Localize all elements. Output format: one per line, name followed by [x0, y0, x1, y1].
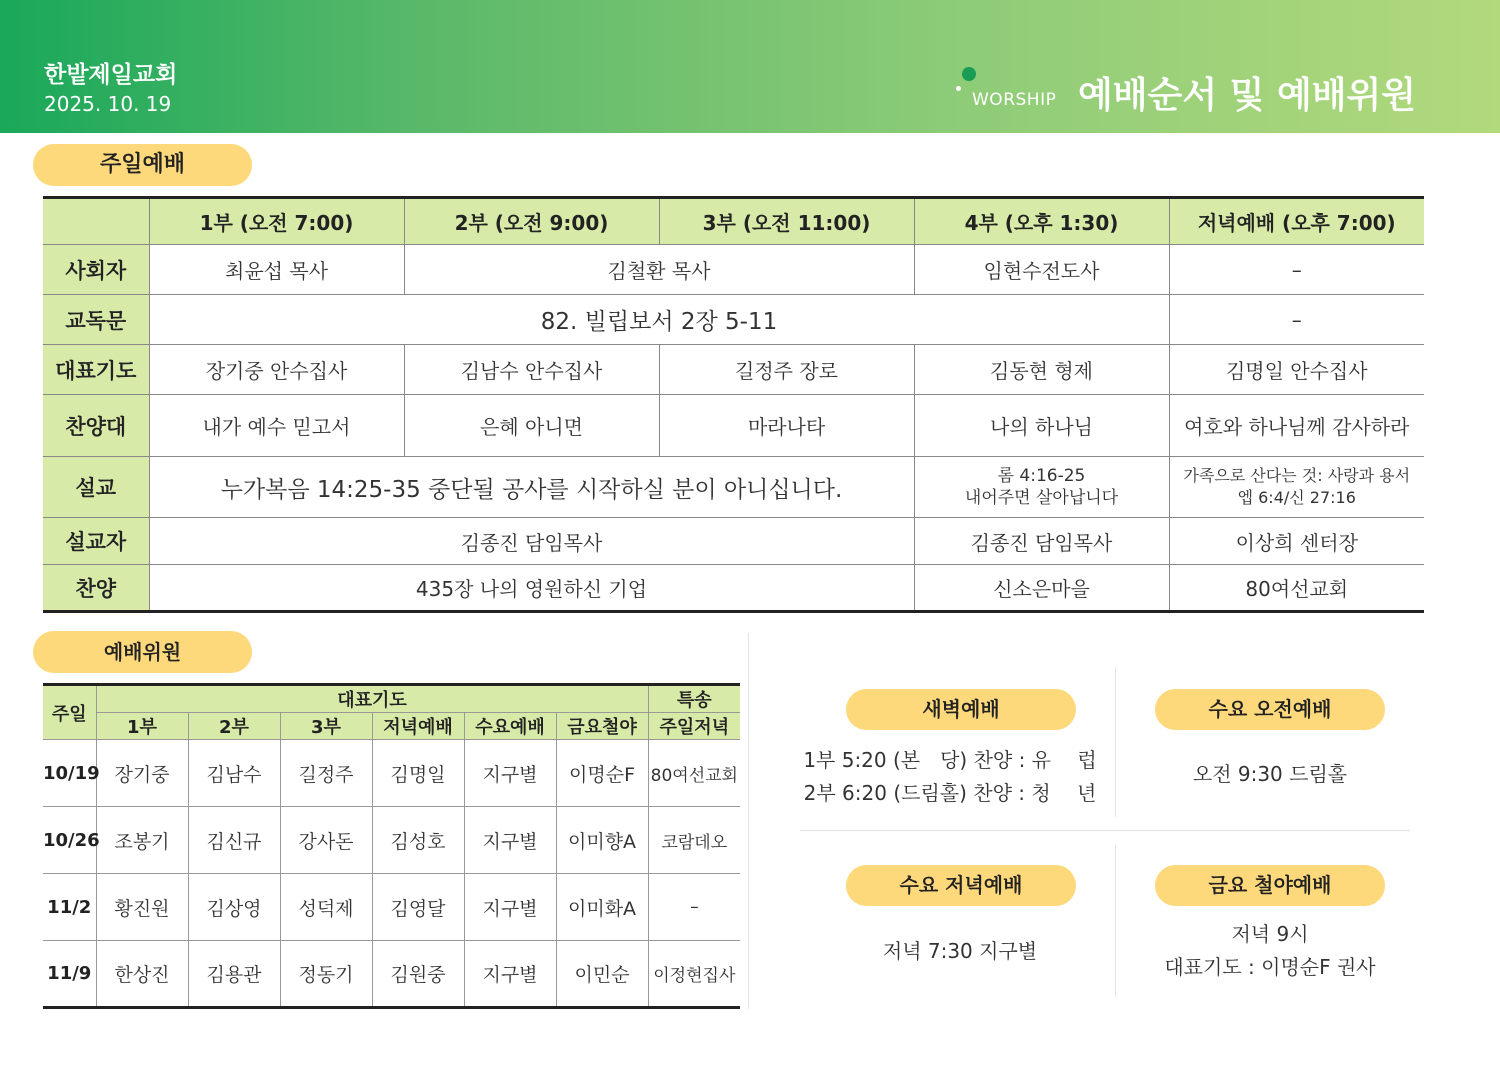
table-cell: 내가 예수 믿고서	[149, 395, 404, 457]
wed-evening-service-info: 저녁 7:30 지구별	[882, 939, 1038, 963]
sermon-passage: 롬 4:16-25	[997, 466, 1086, 486]
table-cell: 김성호	[372, 807, 464, 874]
table-header-row	[43, 198, 1424, 245]
column-header: 저녁예배	[372, 713, 464, 740]
table-cell: –	[1169, 295, 1424, 345]
table-cell: 한상진	[96, 941, 188, 1008]
table-row	[43, 245, 1424, 295]
staff-header-row	[43, 685, 740, 713]
prayer-group-header: 대표기도	[96, 685, 648, 713]
sermon-cell-evening	[1169, 457, 1424, 518]
table-cell: 김신규	[188, 807, 280, 874]
row-label: 교독문	[43, 295, 149, 345]
wed-evening-service-label: 수요 저녁예배	[846, 865, 1076, 906]
table-row	[43, 874, 740, 941]
church-name: 한밭제일교회	[44, 62, 178, 88]
sermon-passage: 엡 6:4/신 27:16	[1237, 488, 1356, 507]
row-label: 찬양대	[43, 395, 149, 457]
fri-night-service-line: 저녁 9시	[1231, 922, 1309, 946]
column-header: 2부 (오전 9:00)	[404, 198, 659, 245]
table-cell: 장기중 안수집사	[149, 345, 404, 395]
panel-divider	[800, 830, 1410, 831]
table-cell: 김남수 안수집사	[404, 345, 659, 395]
table-cell: –	[648, 874, 740, 941]
dawn-service-line: 1부 5:20 (본 당) 찬양 : 유 럽	[803, 748, 1097, 772]
table-row	[43, 518, 1424, 565]
dawn-service-info	[790, 744, 1110, 810]
table-cell: 지구별	[464, 941, 556, 1008]
column-header: 1부	[96, 713, 188, 740]
table-cell: 조봉기	[96, 807, 188, 874]
header-corner	[43, 198, 149, 245]
table-cell: 성덕제	[280, 874, 372, 941]
table-cell: 김상영	[188, 874, 280, 941]
wed-morning-service-label: 수요 오전예배	[1155, 689, 1385, 730]
table-cell: 김철환 목사	[404, 245, 914, 295]
table-cell: 강사돈	[280, 807, 372, 874]
table-row	[43, 295, 1424, 345]
table-cell: 김명일 안수집사	[1169, 345, 1424, 395]
worship-tag: WORSHIP	[972, 90, 1057, 110]
table-cell: 정동기	[280, 941, 372, 1008]
table-cell: 80여선교회	[648, 740, 740, 807]
table-cell: 김명일	[372, 740, 464, 807]
sermon-title: 가족으로 산다는 것: 사랑과 용서	[1183, 466, 1411, 485]
sunday-header: 주일	[43, 685, 96, 740]
table-cell: 지구별	[464, 740, 556, 807]
table-row	[43, 457, 1424, 518]
column-header: 금요철야	[556, 713, 648, 740]
dawn-service-label: 새벽예배	[846, 689, 1076, 730]
fri-night-service-info	[1130, 918, 1410, 984]
header-banner	[0, 0, 1500, 133]
table-cell: 지구별	[464, 874, 556, 941]
table-row	[43, 941, 740, 1008]
table-cell: –	[1169, 245, 1424, 295]
wed-morning-service-info: 오전 9:30 드림홀	[1192, 762, 1348, 786]
table-cell: 이명순F	[556, 740, 648, 807]
panel-divider	[1115, 667, 1116, 817]
table-row	[43, 807, 740, 874]
column-header: 2부	[188, 713, 280, 740]
table-cell: 임현수전도사	[914, 245, 1169, 295]
dot-icon	[962, 67, 976, 81]
section-label-sunday: 주일예배	[33, 144, 252, 186]
date-cell: 11/9	[43, 941, 96, 1008]
row-label: 설교	[43, 457, 149, 518]
column-header: 3부 (오전 11:00)	[659, 198, 914, 245]
small-dot-icon	[956, 86, 961, 91]
column-header: 저녁예배 (오후 7:00)	[1169, 198, 1424, 245]
table-row	[43, 740, 740, 807]
table-row	[43, 345, 1424, 395]
column-header: 4부 (오후 1:30)	[914, 198, 1169, 245]
column-header: 주일저녁	[648, 713, 740, 740]
table-cell: 길정주	[280, 740, 372, 807]
table-cell: 80여선교회	[1169, 565, 1424, 612]
section-label-staff: 예배위원	[33, 631, 252, 673]
date-cell: 10/19	[43, 740, 96, 807]
table-row	[43, 395, 1424, 457]
sunday-service-table	[43, 196, 1424, 613]
row-label: 찬양	[43, 565, 149, 612]
table-cell: 이미향A	[556, 807, 648, 874]
table-cell: 82. 빌립보서 2장 5-11	[149, 295, 1169, 345]
table-cell: 황진원	[96, 874, 188, 941]
table-cell: 435장 나의 영원하신 기업	[149, 565, 914, 612]
table-cell: 이민순	[556, 941, 648, 1008]
column-header: 1부 (오전 7:00)	[149, 198, 404, 245]
column-header: 수요예배	[464, 713, 556, 740]
table-cell: 최윤섭 목사	[149, 245, 404, 295]
page-title: 예배순서 및 예배위원	[1078, 75, 1417, 116]
dawn-service-line: 2부 6:20 (드림홀) 찬양 : 청 년	[803, 781, 1097, 805]
table-cell: 장기중	[96, 740, 188, 807]
table-cell: 김영달	[372, 874, 464, 941]
table-cell: 은혜 아니면	[404, 395, 659, 457]
staff-table	[43, 683, 740, 1009]
table-cell: 김남수	[188, 740, 280, 807]
fri-night-service-line: 대표기도 : 이명순F 권사	[1164, 955, 1376, 979]
table-cell: 여호와 하나님께 감사하라	[1169, 395, 1424, 457]
table-cell: 김용관	[188, 941, 280, 1008]
table-cell: 코람데오	[648, 807, 740, 874]
row-label: 사회자	[43, 245, 149, 295]
table-cell: 이정현집사	[648, 941, 740, 1008]
table-cell: 이미화A	[556, 874, 648, 941]
date-cell: 10/26	[43, 807, 96, 874]
fri-night-service-label: 금요 철야예배	[1155, 865, 1385, 906]
table-row	[43, 565, 1424, 612]
sermon-title-cell: 누가복음 14:25-35 중단될 공사를 시작하실 분이 아니십니다.	[149, 457, 914, 518]
sermon-cell-4	[914, 457, 1169, 518]
sermon-title: 내어주면 살아납니다	[964, 488, 1119, 508]
bulletin-date: 2025. 10. 19	[44, 92, 172, 116]
panel-divider	[1115, 845, 1116, 997]
table-cell: 지구별	[464, 807, 556, 874]
table-cell: 신소은마을	[914, 565, 1169, 612]
table-cell: 길정주 장로	[659, 345, 914, 395]
table-cell: 나의 하나님	[914, 395, 1169, 457]
table-cell: 김원중	[372, 941, 464, 1008]
special-group-header: 특송	[648, 685, 740, 713]
row-label: 대표기도	[43, 345, 149, 395]
table-cell: 김동현 형제	[914, 345, 1169, 395]
table-cell: 이상희 센터장	[1169, 518, 1424, 565]
staff-subheader-row	[43, 713, 740, 740]
panel-divider	[748, 633, 749, 1009]
date-cell: 11/2	[43, 874, 96, 941]
table-cell: 김종진 담임목사	[914, 518, 1169, 565]
table-cell: 마라나타	[659, 395, 914, 457]
row-label: 설교자	[43, 518, 149, 565]
column-header: 3부	[280, 713, 372, 740]
table-cell: 김종진 담임목사	[149, 518, 914, 565]
